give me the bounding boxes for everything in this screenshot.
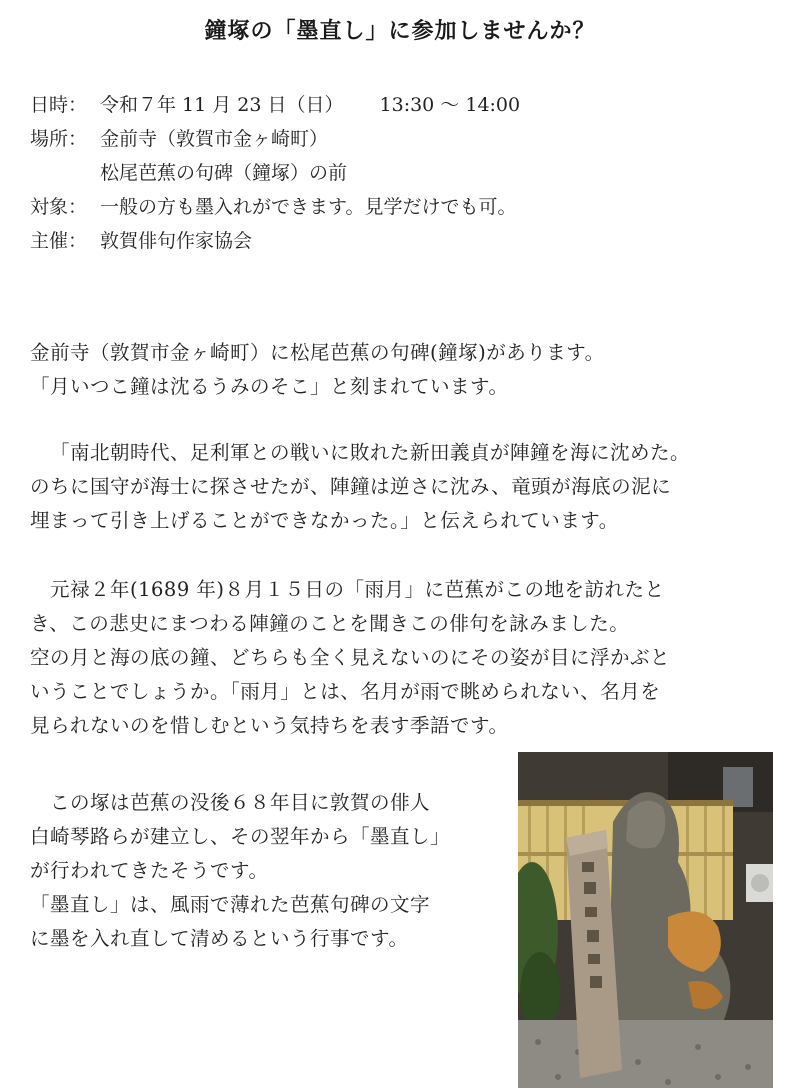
text-line: 見られないのを惜しむという気持ちを表す季語です。: [30, 714, 509, 737]
paragraph-history: [30, 573, 775, 743]
text-line: 埋まって引き上げることができなかった。」と伝えられています。: [30, 509, 619, 532]
info-place-row: [30, 122, 520, 156]
text-line: 白崎琴路らが建立し、その翌年から「墨直し」: [30, 825, 451, 848]
time-value: 13:30 〜 14:00: [379, 94, 521, 116]
text-line: 「南北朝時代、足利軍との戦いに敗れた新田義貞が陣鐘を海に沈めた。: [50, 441, 691, 464]
text-line: のちに国守が海士に探させたが、陣鐘は逆さに沈み、竜頭が海底の泥に: [30, 475, 672, 498]
target-value: 一般の方も墨入れができます。見学だけでも可。: [100, 196, 517, 218]
host-label: 主催：: [30, 230, 88, 252]
info-date-row: [30, 88, 520, 122]
info-place-row-2: [30, 156, 520, 190]
text-line: いうことでしょうか。「雨月」とは、名月が雨で眺められない、名月を: [30, 680, 661, 703]
paragraph-legend: [30, 436, 775, 538]
text-line: 「月いつこ鐘は沈るうみのそこ」と刻まれています。: [30, 375, 509, 398]
text-line: に墨を入れ直して清めるという行事です。: [30, 927, 409, 950]
text-line: 元禄２年(1689 年)８月１５日の「雨月」に芭蕉がこの地を訪れたと: [50, 578, 665, 601]
text-line: 「墨直し」は、風雨で薄れた芭蕉句碑の文字: [30, 893, 431, 916]
date-value: 令和７年 11 月 23 日（日）: [100, 94, 344, 116]
date-label: 日時：: [30, 94, 88, 116]
text-line: き、この悲史にまつわる陣鐘のことを聞きこの俳句を詠みました。: [30, 612, 630, 635]
place-value: 金前寺（敦賀市金ヶ崎町）: [100, 128, 329, 150]
text-line: 金前寺（敦賀市金ヶ崎町）に松尾芭蕉の句碑(鐘塚)があります。: [30, 341, 605, 364]
paragraph-sumi-naoshi: [30, 786, 510, 956]
host-value: 敦賀俳句作家協会: [100, 230, 253, 252]
info-target-row: [30, 190, 520, 224]
target-label: 対象：: [30, 196, 88, 218]
text-line: 空の月と海の底の鐘、どちらも全く見えないのにその姿が目に浮かぶと: [30, 646, 671, 669]
page-title: 鐘塚の「墨直し」に参加しませんか？: [204, 19, 596, 44]
monument-photo: [518, 752, 773, 1088]
info-host-row: [30, 224, 520, 258]
place-label: 場所：: [30, 128, 88, 150]
text-line: が行われてきたそうです。: [30, 859, 269, 882]
event-info: [30, 88, 520, 258]
paragraph-monument: [30, 336, 775, 404]
text-line: この塚は芭蕉の没後６８年目に敦賀の俳人: [50, 791, 431, 814]
place-value-2: 松尾芭蕉の句碑（鐘塚）の前: [100, 162, 348, 184]
